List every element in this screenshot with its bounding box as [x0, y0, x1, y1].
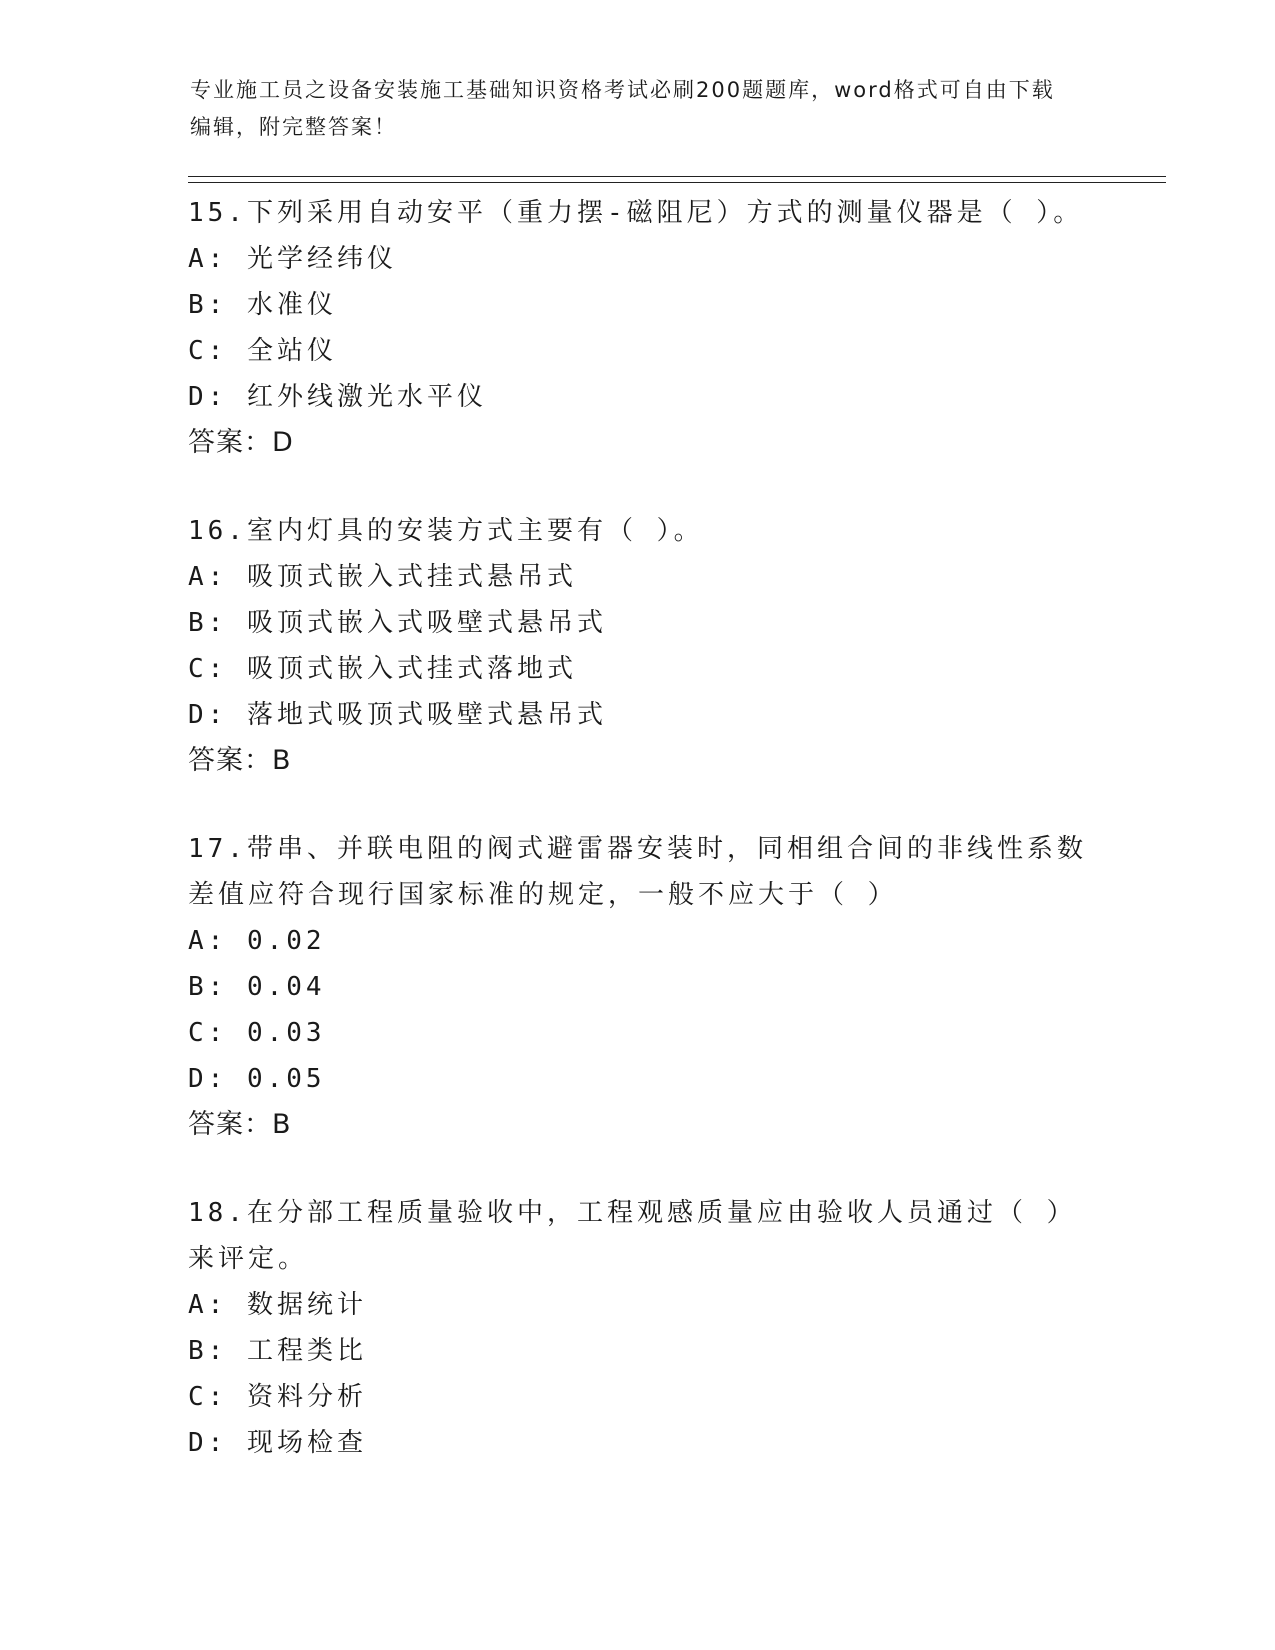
option-d: D: 现场检查 [188, 1428, 367, 1458]
question-18 [188, 1190, 1088, 1466]
question-list [188, 190, 1088, 1508]
option-c: C: 0.03 [188, 1018, 326, 1048]
question-17 [188, 826, 1088, 1148]
option-a: A: 吸顶式嵌入式挂式悬吊式 [188, 562, 577, 592]
question-16 [188, 508, 1088, 784]
question-15 [188, 190, 1088, 466]
answer: 答案：B [188, 1109, 292, 1140]
option-b: B: 工程类比 [188, 1336, 367, 1366]
option-b: B: 吸顶式嵌入式吸壁式悬吊式 [188, 608, 607, 638]
option-c: C: 资料分析 [188, 1382, 367, 1412]
header-divider-bottom [188, 182, 1166, 183]
option-a: A: 数据统计 [188, 1290, 367, 1320]
document-header: 专业施工员之设备安装施工基础知识资格考试必刷200题题库，word格式可自由下载编辑，附完整答案！ [190, 78, 1055, 139]
question-stem: 17.带串、并联电阻的阀式避雷器安装时，同相组合间的非线性系数差值应符合现行国家标准的规定，一般不应大于（ ） [188, 834, 1087, 910]
question-stem: 15.下列采用自动安平（重力摆-磁阻尼）方式的测量仪器是（ ）。 [188, 198, 1084, 228]
answer: 答案：B [188, 745, 292, 776]
option-b: B: 0.04 [188, 972, 326, 1002]
option-d: D: 0.05 [188, 1064, 326, 1094]
answer: 答案：D [188, 427, 294, 458]
header-divider-top [188, 176, 1166, 177]
option-d: D: 红外线激光水平仪 [188, 382, 487, 412]
option-d: D: 落地式吸顶式吸壁式悬吊式 [188, 700, 607, 730]
option-a: A: 0.02 [188, 926, 326, 956]
option-c: C: 吸顶式嵌入式挂式落地式 [188, 654, 577, 684]
question-stem: 16.室内灯具的安装方式主要有（ ）。 [188, 516, 704, 546]
question-stem: 18.在分部工程质量验收中，工程观感质量应由验收人员通过（ ）来评定。 [188, 1198, 1077, 1274]
option-c: C: 全站仪 [188, 336, 337, 366]
option-b: B: 水准仪 [188, 290, 337, 320]
option-a: A: 光学经纬仪 [188, 244, 397, 274]
